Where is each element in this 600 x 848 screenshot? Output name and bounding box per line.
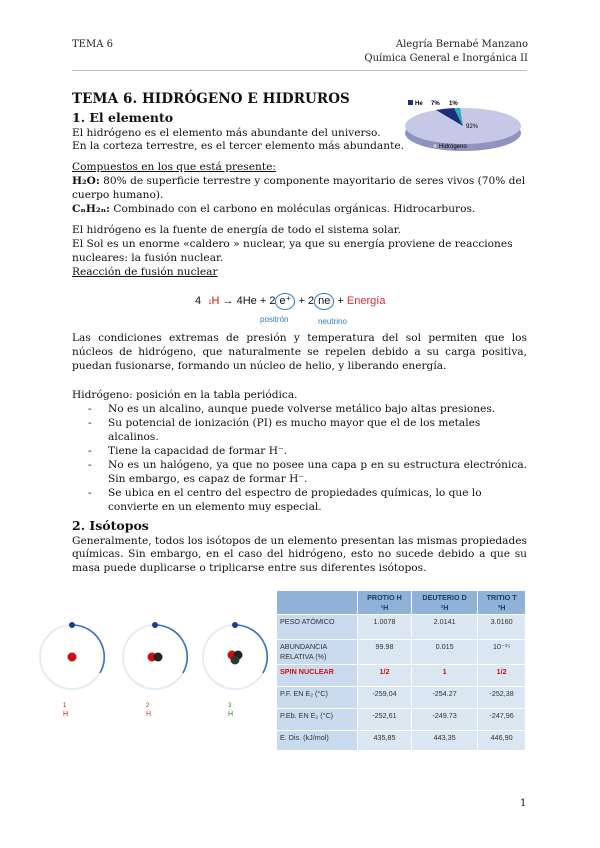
deuterium-symbol: H: [146, 711, 152, 718]
pie-label-92: 92%: [466, 124, 479, 130]
eq-coef-h: 4: [195, 295, 202, 307]
hydrocarbon-line: [72, 203, 527, 217]
eq-positron: e⁺: [275, 293, 295, 310]
table-cell: 1.0078: [358, 615, 412, 640]
table-cell: 2.0141: [411, 615, 477, 640]
eq-hydrogen: H: [211, 295, 220, 307]
tritium-atom: [203, 622, 267, 689]
section-1: [72, 110, 527, 280]
hydrocarbon-formula: CₙH₂ₙ:: [72, 203, 110, 216]
pie-label-1: 1%: [449, 101, 458, 107]
eq-coef-e: 2: [269, 295, 276, 307]
table-cell: 1/2: [478, 665, 526, 687]
header-author: Alegría Bernabé Manzano: [395, 39, 528, 50]
deuterium-mass: 2: [146, 703, 150, 709]
pie-label-he: He: [415, 101, 423, 107]
table-cell: -254.27: [411, 687, 477, 709]
eq-plus-3: +: [337, 295, 344, 307]
protium-symbol: H: [63, 711, 69, 718]
header-tritio-name: TRITIO T: [486, 593, 517, 602]
header-protio-symbol: ¹H: [380, 602, 389, 612]
page-title: TEMA 6. HIDRÓGENO E HIDRUROS: [72, 91, 350, 107]
tritium-symbol: H: [228, 711, 234, 718]
neutrino-label: neutrino: [318, 317, 347, 326]
table-cell: -249.73: [411, 709, 477, 731]
table-cell: 1/2: [358, 665, 412, 687]
table-cell: 443,35: [411, 731, 477, 751]
table-cell: 3.0160: [478, 615, 526, 640]
table-cell: -252,38: [478, 687, 526, 709]
eq-coef-n: 2: [307, 295, 315, 307]
table-cell: 10⁻¹⁵: [478, 640, 526, 665]
sun-line-2: El Sol es un enorme «caldero » nuclear, ya que su energía proviene de reacciones nucleares: la fusión nuclear.: [72, 238, 513, 265]
intro-line-2: En la corteza terrestre, es el tercer elemento más abundante.: [72, 140, 404, 153]
isotope-atoms-diagram: [30, 615, 270, 725]
header-protio: [358, 591, 412, 615]
sun-line-1: El hidrógeno es la fuente de energía de todo el sistema solar.: [72, 224, 402, 237]
page-number: 1: [520, 798, 527, 809]
eq-plus-2: +: [298, 295, 305, 307]
table-cell: 99.98: [358, 640, 412, 665]
table-row: [277, 709, 526, 731]
table-corner: [277, 591, 358, 615]
header-tritio: [478, 591, 526, 615]
row-label: P.F. EN E₂ (°C): [277, 687, 358, 709]
position-bullet-2: - Su potencial de ionización (PI) es mucho mayor que el de los metales alcalinos.: [86, 417, 527, 445]
hydrocarbon-text: Combinado con el carbono en moléculas orgánicas. Hidrocarburos.: [110, 203, 476, 216]
table-cell: 435,85: [358, 731, 412, 751]
fusion-label: Reacción de fusión nuclear: [72, 266, 218, 279]
water-line: [72, 175, 527, 203]
table-header-row: [277, 591, 526, 615]
table-cell: -259,04: [358, 687, 412, 709]
protium-mass: 1: [63, 703, 67, 709]
row-label: PESO ATÓMICO: [277, 615, 358, 640]
position-bullet-5: - Se ubica en el centro del espectro de propiedades químicas, lo que lo convierte en un elemento muy especial.: [86, 487, 527, 515]
table-row: [277, 640, 526, 665]
row-label: ABUNDANCIA RELATIVA (%): [277, 640, 358, 665]
legend-he-swatch: [408, 100, 413, 105]
header-course: Química General e Inorgánica II: [364, 53, 528, 64]
table-cell: 0.015: [411, 640, 477, 665]
fusion-equation: [195, 293, 385, 310]
pie-label-7: 7%: [431, 101, 440, 107]
table-row: [277, 665, 526, 687]
eq-arrow: →: [222, 295, 234, 307]
deuterium-atom: [123, 622, 187, 689]
protium-atom: [40, 622, 104, 689]
header-deuterio-symbol: ²H: [440, 602, 449, 612]
eq-h-sub: 1: [208, 300, 212, 306]
header-topic: TEMA 6: [72, 39, 113, 50]
position-bullet-1: - No es un alcalino, aunque puede volverse metálico bajo altas presiones.: [86, 403, 527, 417]
position-label: Hidrógeno: posición en la tabla periódica.: [72, 389, 298, 401]
eq-energy: Energía: [346, 295, 386, 307]
compounds-label: Compuestos en los que está presente:: [72, 161, 276, 174]
tritium-mass: 3: [228, 703, 232, 709]
eq-neutrino: ne: [314, 293, 334, 310]
isotopes-paragraph: Generalmente, todos los isótopos de un elemento presentan las mismas propiedades químicas. Sin embargo, en el caso del hidrógeno, esto no sucede debido a que su masa puede duplicarse o triplicarse entre sus diferentes isótopos.: [72, 534, 527, 575]
intro-line-1: El hidrógeno es el elemento más abundante del universo.: [72, 126, 381, 139]
table-cell: -252,61: [358, 709, 412, 731]
header-protio-name: PROTIO H: [367, 593, 402, 602]
table-row: [277, 687, 526, 709]
water-formula: H₂O:: [72, 175, 100, 188]
section-2-heading: 2. Isótopos: [72, 518, 149, 533]
row-label: E. Dis. (kJ/mol): [277, 731, 358, 751]
section-1-heading: 1. El elemento: [72, 110, 174, 125]
periodic-position: [72, 389, 527, 515]
table-cell: 446,90: [478, 731, 526, 751]
positron-label: positrón: [260, 315, 289, 324]
section-2: [72, 518, 527, 576]
pie-legend-hydrogen: Hidrógeno: [439, 144, 467, 150]
isotope-table: [276, 590, 526, 751]
table-cell: -247,96: [478, 709, 526, 731]
header-tritio-symbol: ³H: [497, 602, 506, 612]
position-bullet-3: - Tiene la capacidad de formar H⁻.: [86, 445, 527, 459]
header-deuterio-name: DEUTERIO D: [422, 593, 467, 602]
fusion-paragraph: Las condiciones extremas de presión y temperatura del sol permiten que los núcleos de hidrógeno, que naturalmente se repelen debido a su carga positiva, puedan fusionarse, formando un núcleo de helio, y liberando energía.: [72, 332, 527, 372]
eq-plus-1: +: [259, 295, 267, 307]
position-bullet-4: - No es un halógeno, ya que no posee una capa p en su estructura electrónica. Sin embargo, es capaz de formar H⁻.: [86, 459, 527, 487]
water-text: 80% de superficie terrestre y componente mayoritario de seres vivos (70% del cuerpo humano).: [72, 175, 526, 202]
table-row: [277, 615, 526, 640]
table-row: [277, 731, 526, 751]
row-label: SPIN NUCLEAR: [277, 665, 358, 687]
header-divider: [72, 70, 527, 71]
header-deuterio: [411, 591, 477, 615]
table-cell: 1: [411, 665, 477, 687]
row-label: P.Eb. EN E₂ (°C): [277, 709, 358, 731]
eq-helium: 4He: [236, 295, 257, 307]
